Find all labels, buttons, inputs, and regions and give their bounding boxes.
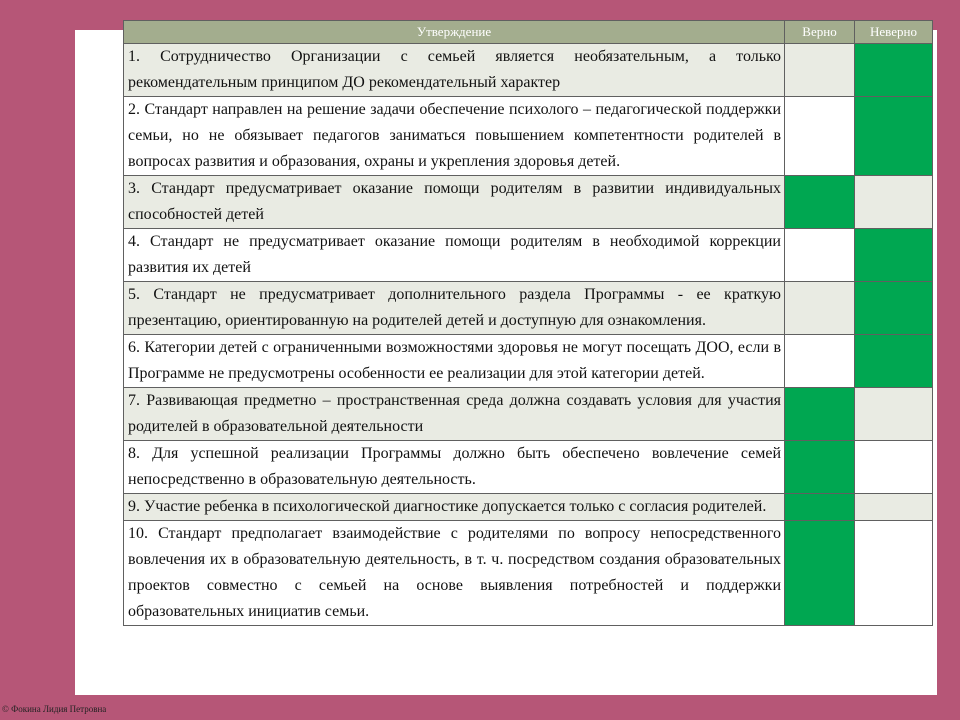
true-false-table — [123, 20, 933, 626]
statement-cell: 2. Стандарт направлен на решение задачи обеспечение психолого – педагогической поддержки семьи, но не обязывает педагогов заниматься повышением компетентности родителей в вопросах развития и образования, охраны и укрепления здоровья детей. — [124, 97, 785, 176]
table-row — [124, 521, 933, 626]
true-answer-cell-marked[interactable] — [785, 494, 855, 521]
false-answer-cell[interactable] — [855, 521, 933, 626]
table-row — [124, 44, 933, 97]
true-answer-cell-marked[interactable] — [785, 441, 855, 494]
true-answer-cell[interactable] — [785, 335, 855, 388]
true-answer-cell-marked[interactable] — [785, 521, 855, 626]
table-row — [124, 97, 933, 176]
table-row — [124, 229, 933, 282]
false-answer-cell-marked[interactable] — [855, 97, 933, 176]
false-answer-cell-marked[interactable] — [855, 44, 933, 97]
table-row — [124, 388, 933, 441]
statement-column-header: Утверждение — [124, 21, 785, 44]
statement-cell: 1. Сотрудничество Организации с семьей является необязательным, а только рекомендательным принципом ДО рекомендательный характер — [124, 44, 785, 97]
false-answer-cell-marked[interactable] — [855, 282, 933, 335]
statement-cell: 8. Для успешной реализации Программы должно быть обеспечено вовлечение семей непосредственно в образовательную деятельность. — [124, 441, 785, 494]
statement-cell: 9. Участие ребенка в психологической диагностике допускается только с согласия родителей. — [124, 494, 785, 521]
statement-cell: 10. Стандарт предполагает взаимодействие с родителями по вопросу непосредственного вовлечения их в образовательную деятельность, в т. ч. посредством создания образовательных проектов совместно с семьей на основе выявления потребностей и поддержки образовательных инициатив семьи. — [124, 521, 785, 626]
true-answer-cell-marked[interactable] — [785, 176, 855, 229]
statement-cell: 7. Развивающая предметно – пространственная среда должна создавать условия для участия родителей в образовательной деятельности — [124, 388, 785, 441]
true-answer-cell[interactable] — [785, 44, 855, 97]
statement-cell: 3. Стандарт предусматривает оказание помощи родителям в развитии индивидуальных способностей детей — [124, 176, 785, 229]
true-answer-cell[interactable] — [785, 282, 855, 335]
table-row — [124, 441, 933, 494]
table-header-row — [124, 21, 933, 44]
statement-cell: 6. Категории детей с ограниченными возможностями здоровья не могут посещать ДОО, если в Программе не предусмотрены особенности ее реализации для этой категории детей. — [124, 335, 785, 388]
false-column-header: Неверно — [855, 21, 933, 44]
table-row — [124, 282, 933, 335]
false-answer-cell[interactable] — [855, 176, 933, 229]
true-column-header: Верно — [785, 21, 855, 44]
statement-cell: 5. Стандарт не предусматривает дополнительного раздела Программы - ее краткую презентацию, ориентированную на родителей детей и доступную для ознакомления. — [124, 282, 785, 335]
table-row — [124, 176, 933, 229]
copyright-text: © Фокина Лидия Петровна — [2, 704, 107, 714]
false-answer-cell[interactable] — [855, 441, 933, 494]
true-answer-cell[interactable] — [785, 97, 855, 176]
false-answer-cell-marked[interactable] — [855, 335, 933, 388]
true-answer-cell[interactable] — [785, 229, 855, 282]
table-row — [124, 335, 933, 388]
statement-cell: 4. Стандарт не предусматривает оказание помощи родителям в необходимой коррекции развития их детей — [124, 229, 785, 282]
true-answer-cell-marked[interactable] — [785, 388, 855, 441]
false-answer-cell-marked[interactable] — [855, 229, 933, 282]
table-row — [124, 494, 933, 521]
false-answer-cell[interactable] — [855, 388, 933, 441]
false-answer-cell[interactable] — [855, 494, 933, 521]
